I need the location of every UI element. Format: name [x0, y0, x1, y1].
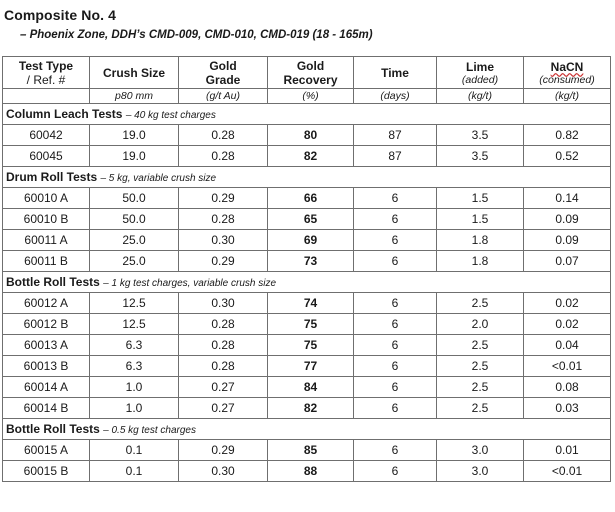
cell-gold-recovery: 73: [268, 251, 354, 272]
cell-time: 6: [354, 398, 437, 419]
document-title: Composite No. 4: [4, 7, 116, 23]
cell-nacn: <0.01: [524, 356, 611, 377]
cell-crush-size: 19.0: [90, 125, 179, 146]
cell-lime: 2.0: [437, 314, 524, 335]
cell-time: 6: [354, 356, 437, 377]
table-row: [3, 251, 611, 272]
cell-crush-size: 12.5: [90, 293, 179, 314]
unit-nacn: (kg/t): [524, 89, 611, 104]
cell-ref: 60011 A: [3, 230, 90, 251]
cell-ref: 60013 A: [3, 335, 90, 356]
cell-nacn: 0.02: [524, 293, 611, 314]
unit-recovery: (%): [268, 89, 354, 104]
header-lime-label: Lime: [465, 59, 494, 74]
section-header-row: [3, 104, 611, 125]
cell-gold-recovery: 75: [268, 314, 354, 335]
cell-nacn: 0.01: [524, 440, 611, 461]
cell-time: 6: [354, 293, 437, 314]
cell-time: 6: [354, 251, 437, 272]
table-row: [3, 461, 611, 482]
table-header: [3, 57, 611, 104]
unit-time: (days): [354, 89, 437, 104]
table-row: [3, 230, 611, 251]
section-header: [3, 167, 611, 188]
table-row: [3, 125, 611, 146]
cell-gold-grade: 0.28: [179, 314, 268, 335]
cell-gold-recovery: 75: [268, 335, 354, 356]
cell-gold-recovery: 85: [268, 440, 354, 461]
cell-time: 6: [354, 314, 437, 335]
cell-gold-grade: 0.28: [179, 209, 268, 230]
cell-gold-grade: 0.28: [179, 146, 268, 167]
cell-gold-recovery: 74: [268, 293, 354, 314]
table-row: [3, 440, 611, 461]
section-header-row: [3, 167, 611, 188]
section-header: [3, 272, 611, 293]
cell-lime: 3.5: [437, 125, 524, 146]
section-header-row: [3, 272, 611, 293]
cell-crush-size: 6.3: [90, 335, 179, 356]
cell-nacn: 0.82: [524, 125, 611, 146]
cell-crush-size: 1.0: [90, 398, 179, 419]
header-lime: [437, 57, 524, 89]
section-name: Column Leach Tests: [6, 107, 123, 121]
cell-ref: 60013 B: [3, 356, 90, 377]
document-subtitle: – Phoenix Zone, DDH’s CMD-009, CMD-010, CMD-019 (18 - 165m): [20, 29, 373, 41]
cell-lime: 1.8: [437, 251, 524, 272]
cell-ref: 60042: [3, 125, 90, 146]
cell-crush-size: 25.0: [90, 251, 179, 272]
cell-nacn: 0.52: [524, 146, 611, 167]
header-nacn-label: NaCN: [550, 59, 584, 74]
header-test-type-label: Test Type: [18, 58, 74, 73]
section-header: [3, 104, 611, 125]
cell-crush-size: 12.5: [90, 314, 179, 335]
table-row: [3, 356, 611, 377]
cell-crush-size: 6.3: [90, 356, 179, 377]
unit-crush: p80 mm: [90, 89, 179, 104]
cell-time: 6: [354, 209, 437, 230]
table-row: [3, 377, 611, 398]
cell-gold-recovery: 80: [268, 125, 354, 146]
cell-ref: 60012 A: [3, 293, 90, 314]
cell-time: 6: [354, 377, 437, 398]
cell-crush-size: 25.0: [90, 230, 179, 251]
header-gold-recovery: Gold Recovery: [268, 57, 354, 89]
cell-time: 6: [354, 335, 437, 356]
cell-ref: 60014 B: [3, 398, 90, 419]
cell-gold-grade: 0.27: [179, 398, 268, 419]
cell-time: 6: [354, 461, 437, 482]
unit-grade: (g/t Au): [179, 89, 268, 104]
cell-lime: 2.5: [437, 377, 524, 398]
section-name: Bottle Roll Tests: [6, 422, 100, 436]
cell-gold-grade: 0.29: [179, 251, 268, 272]
cell-nacn: <0.01: [524, 461, 611, 482]
table-row: [3, 293, 611, 314]
section-note: – 40 kg test charges: [125, 110, 216, 121]
cell-nacn: 0.04: [524, 335, 611, 356]
table-row: [3, 398, 611, 419]
section-note: – 1 kg test charges, variable crush size: [103, 278, 277, 289]
cell-lime: 1.5: [437, 188, 524, 209]
cell-crush-size: 0.1: [90, 461, 179, 482]
cell-gold-recovery: 69: [268, 230, 354, 251]
cell-gold-grade: 0.28: [179, 356, 268, 377]
unit-cell-blank: [3, 89, 90, 104]
cell-ref: 60045: [3, 146, 90, 167]
table-row: [3, 188, 611, 209]
table-row: [3, 146, 611, 167]
cell-nacn: 0.03: [524, 398, 611, 419]
cell-time: 87: [354, 146, 437, 167]
cell-time: 87: [354, 125, 437, 146]
cell-nacn: 0.08: [524, 377, 611, 398]
cell-lime: 1.8: [437, 230, 524, 251]
header-lime-note: (added): [461, 73, 499, 86]
cell-gold-recovery: 82: [268, 146, 354, 167]
cell-gold-grade: 0.29: [179, 188, 268, 209]
section-header-row: [3, 419, 611, 440]
cell-gold-recovery: 66: [268, 188, 354, 209]
cell-gold-grade: 0.28: [179, 125, 268, 146]
cell-lime: 2.5: [437, 398, 524, 419]
cell-nacn: 0.09: [524, 230, 611, 251]
cell-ref: 60010 B: [3, 209, 90, 230]
section-note: – 0.5 kg test charges: [103, 425, 196, 436]
header-ref-label: / Ref. #: [26, 72, 66, 87]
cell-ref: 60010 A: [3, 188, 90, 209]
section-header: [3, 419, 611, 440]
results-table: [2, 56, 611, 482]
table-body: [3, 104, 611, 482]
cell-gold-recovery: 65: [268, 209, 354, 230]
section-name: Drum Roll Tests: [6, 170, 98, 184]
section-name: Bottle Roll Tests: [6, 275, 100, 289]
table-row: [3, 314, 611, 335]
table-row: [3, 335, 611, 356]
cell-lime: 1.5: [437, 209, 524, 230]
cell-gold-grade: 0.30: [179, 461, 268, 482]
section-note: – 5 kg, variable crush size: [100, 173, 217, 184]
cell-ref: 60015 A: [3, 440, 90, 461]
unit-lime: (kg/t): [437, 89, 524, 104]
header-gold-grade: Gold Grade: [179, 57, 268, 89]
cell-gold-grade: 0.30: [179, 230, 268, 251]
cell-time: 6: [354, 440, 437, 461]
cell-gold-grade: 0.29: [179, 440, 268, 461]
cell-time: 6: [354, 188, 437, 209]
cell-crush-size: 0.1: [90, 440, 179, 461]
cell-gold-recovery: 82: [268, 398, 354, 419]
cell-gold-grade: 0.27: [179, 377, 268, 398]
cell-lime: 2.5: [437, 335, 524, 356]
cell-crush-size: 50.0: [90, 188, 179, 209]
cell-gold-recovery: 88: [268, 461, 354, 482]
header-nacn-note: (consumed): [539, 73, 595, 86]
cell-ref: 60012 B: [3, 314, 90, 335]
table-row: [3, 209, 611, 230]
header-test-type: [3, 57, 90, 89]
header-crush-size: Crush Size: [90, 57, 179, 89]
cell-nacn: 0.09: [524, 209, 611, 230]
cell-lime: 3.0: [437, 440, 524, 461]
cell-nacn: 0.14: [524, 188, 611, 209]
cell-lime: 2.5: [437, 356, 524, 377]
header-time: Time: [354, 57, 437, 89]
cell-time: 6: [354, 230, 437, 251]
cell-ref: 60015 B: [3, 461, 90, 482]
cell-nacn: 0.02: [524, 314, 611, 335]
cell-ref: 60011 B: [3, 251, 90, 272]
cell-crush-size: 19.0: [90, 146, 179, 167]
cell-gold-recovery: 84: [268, 377, 354, 398]
cell-crush-size: 50.0: [90, 209, 179, 230]
header-nacn: [524, 57, 611, 89]
cell-ref: 60014 A: [3, 377, 90, 398]
cell-gold-grade: 0.28: [179, 335, 268, 356]
cell-nacn: 0.07: [524, 251, 611, 272]
cell-crush-size: 1.0: [90, 377, 179, 398]
cell-gold-grade: 0.30: [179, 293, 268, 314]
cell-lime: 3.0: [437, 461, 524, 482]
cell-gold-recovery: 77: [268, 356, 354, 377]
cell-lime: 3.5: [437, 146, 524, 167]
cell-lime: 2.5: [437, 293, 524, 314]
